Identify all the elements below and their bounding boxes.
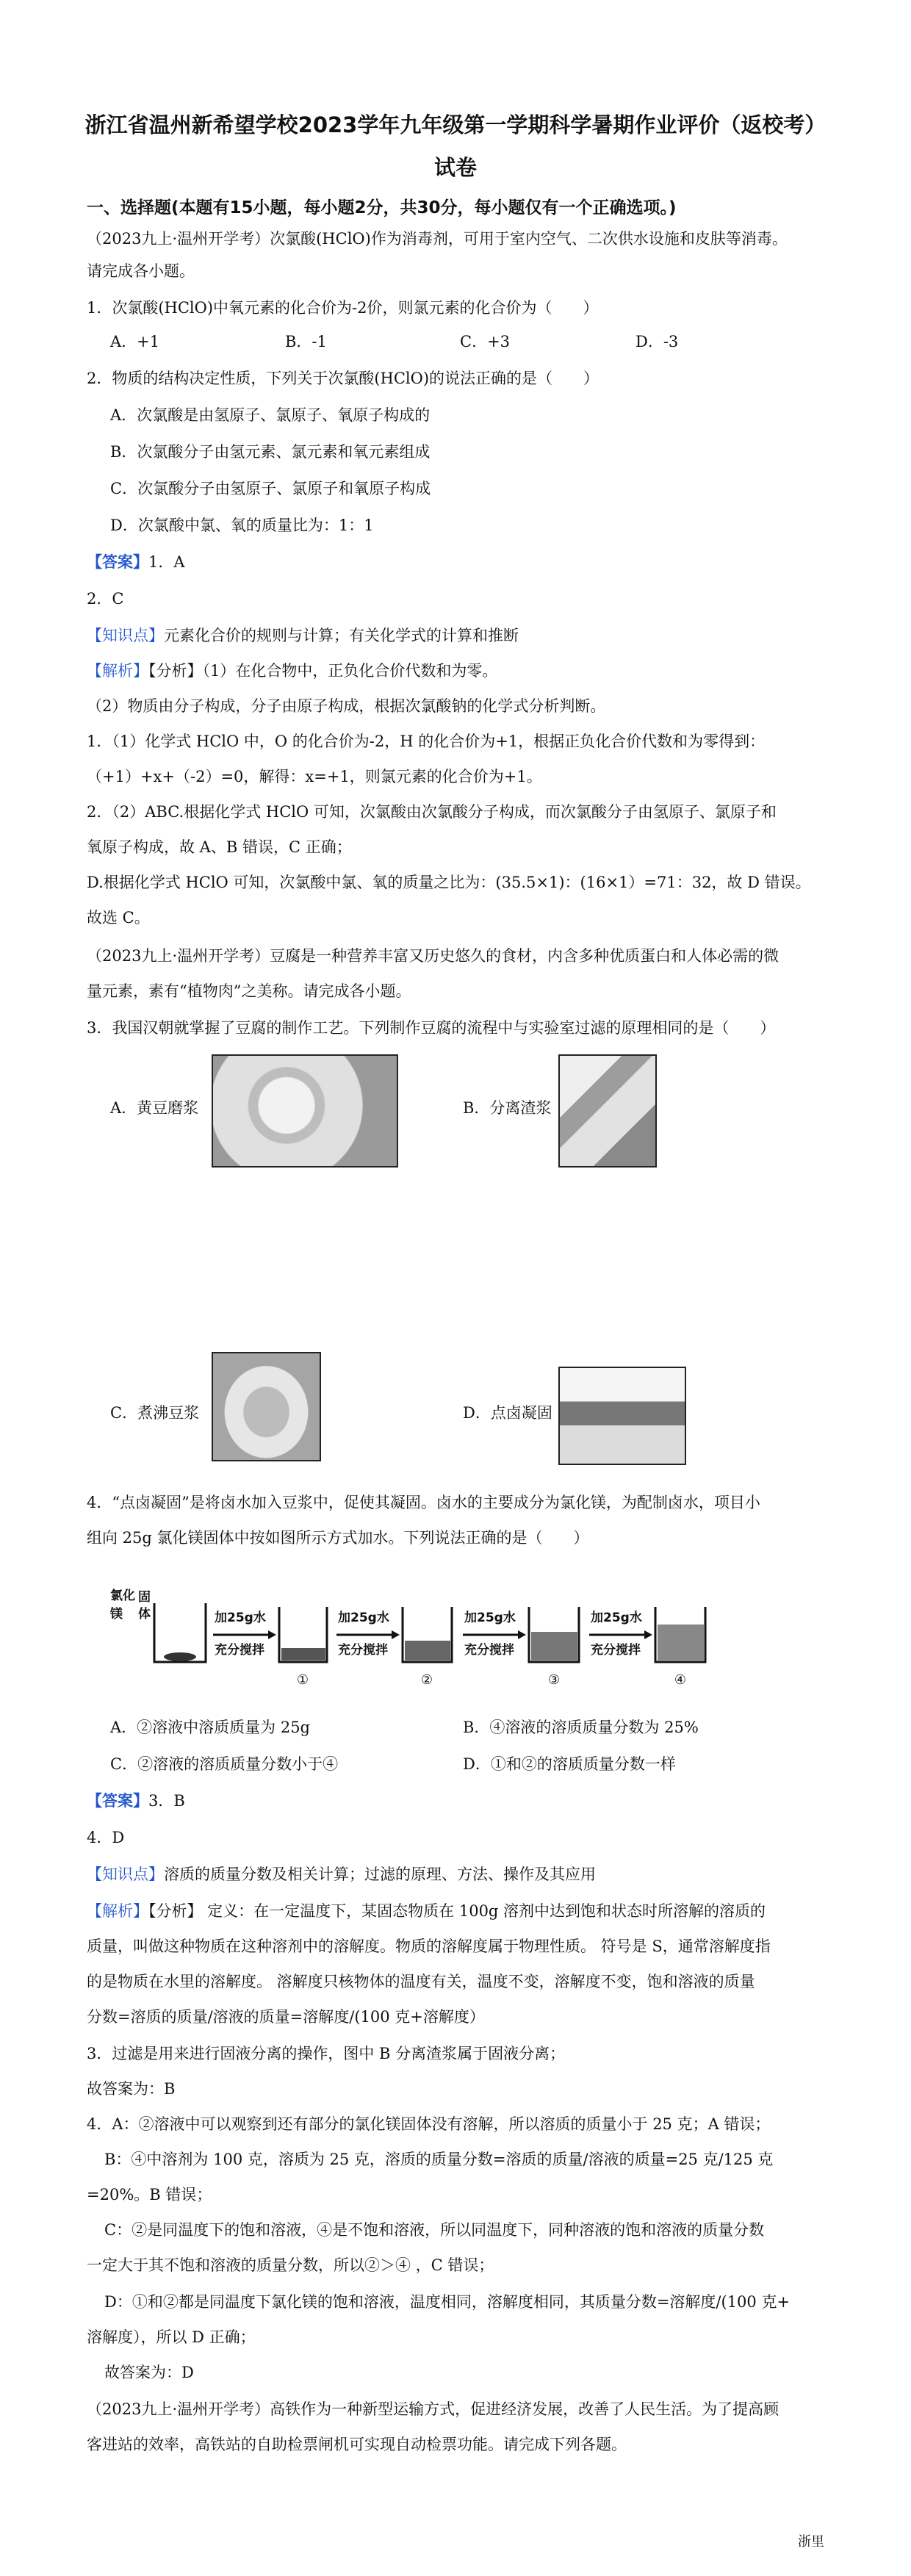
answer-tag: 【答案】 — [87, 1791, 148, 1810]
analysis-text: （+1）+x+（-2）=0，解得：x=+1，则氯元素的化合价为+1。 — [87, 768, 542, 785]
fig-label-1: 氯化 — [110, 1589, 135, 1603]
analysis-text: 4．A：②溶液中可以观察到还有部分的氯化镁固体没有溶解，所以溶质的质量小于 25 克；A 错误； — [87, 2115, 771, 2133]
q4-option-a: A．②溶液中溶质质量为 25g — [110, 1719, 311, 1736]
q2-option-a: A．次氯酸是由氢原子、氯原子、氧原子构成的 — [110, 406, 431, 424]
q1-option-c: C．+3 — [460, 333, 511, 350]
analysis-text: D.根据化学式 HClO 可知，次氯酸中氯、氧的质量之比为：(35.5×1)：(16×1）=71：32，故 D 错误。 — [87, 874, 811, 891]
answer-4: 4．D — [87, 1829, 125, 1846]
step-stir: 充分搅拌 — [338, 1643, 388, 1658]
q1-option-a: A．+1 — [110, 333, 160, 350]
analysis-text: 3．过滤是用来进行固液分离的操作，图中 B 分离渣浆属于固液分离； — [87, 2045, 566, 2062]
analysis-text: 【分析】（1）在化合物中，正负化合价代数和为零。 — [148, 662, 498, 680]
analysis-text: （2）物质由分子构成，分子由原子构成，根据次氯酸钠的化学式分析判断。 — [87, 697, 606, 715]
knowledge-tag: 【知识点】 — [87, 627, 164, 644]
group-intro-cont: 请完成各小题。 — [87, 262, 195, 280]
step-add-water: 加25g水 — [591, 1611, 642, 1625]
knowledge-point-line — [87, 1863, 596, 1885]
q2-option-c: C．次氯酸分子由氢原子、氯原子和氧原子构成 — [110, 480, 431, 497]
beaker-label-3: ③ — [547, 1672, 561, 1688]
analysis-text: =20%。B 错误； — [87, 2186, 212, 2203]
answer-2: 2．C — [87, 590, 124, 608]
coagulating-photo — [558, 1367, 686, 1465]
knowledge-tag: 【知识点】 — [87, 1866, 164, 1883]
document-title-line2: 试卷 — [433, 155, 477, 180]
dissolution-diagram — [103, 1577, 764, 1699]
step-stir: 充分搅拌 — [215, 1643, 264, 1658]
question-2-stem: 2．物质的结构决定性质，下列关于次氯酸(HClO)的说法正确的是（ ） — [87, 370, 599, 387]
answer-3: 3．B — [148, 1792, 185, 1810]
solution-4 — [658, 1625, 704, 1661]
q3-option-a: A．黄豆磨浆 — [110, 1099, 199, 1117]
solution-1 — [281, 1648, 325, 1661]
question-4-stem-cont: 组向 25g 氯化镁固体中按如图所示方式加水。下列说法正确的是（ ） — [87, 1529, 589, 1547]
answer-1: 1．A — [148, 553, 185, 571]
page-footer: 浙里 — [798, 2534, 824, 2550]
analysis-tag: 【解析】 — [87, 1902, 148, 1920]
solution-3 — [531, 1632, 577, 1661]
knowledge-text: 元素化合价的规则与计算；有关化学式的计算和推断 — [164, 627, 519, 644]
group-intro-cont: 量元素，素有“植物肉”之美称。请完成各小题。 — [87, 982, 411, 1000]
q3-option-c: C．煮沸豆浆 — [110, 1404, 200, 1422]
question-3-stem: 3．我国汉朝就掌握了豆腐的制作工艺。下列制作豆腐的流程中与实验室过滤的原理相同的是（ ） — [87, 1019, 776, 1037]
soybean-grinding-photo — [212, 1054, 398, 1168]
knowledge-point-line — [87, 625, 519, 647]
analysis-text: 分数=溶质的质量/溶液的质量=溶解度/(100 克+溶解度） — [87, 2008, 485, 2026]
solution-2 — [405, 1641, 450, 1661]
beaker-label-4: ④ — [674, 1672, 687, 1688]
q3-option-d: D．点卤凝固 — [463, 1404, 552, 1422]
fig-label-4: 体 — [138, 1607, 151, 1622]
analysis-text: C：②是同温度下的饱和溶液，④是不饱和溶液，所以同温度下，同种溶液的饱和溶液的质量分数 — [104, 2221, 765, 2239]
analysis-line — [87, 1900, 766, 1922]
step-stir: 充分搅拌 — [591, 1643, 641, 1658]
step-stir: 充分搅拌 — [464, 1643, 514, 1658]
fig-label-2: 镁 — [110, 1607, 123, 1622]
q1-option-d: D．-3 — [635, 333, 679, 350]
beaker-label-1: ① — [296, 1672, 309, 1688]
q1-option-b: B．-1 — [285, 333, 327, 350]
analysis-text: B：④中溶剂为 100 克，溶质为 25 克，溶质的质量分数=溶质的质量/溶液的质量=25 克/125 克 — [104, 2151, 774, 2168]
group-intro: （2023九上·温州开学考）豆腐是一种营养丰富又历史悠久的食材，内含多种优质蛋白和人体必需的微 — [87, 947, 779, 965]
analysis-text: D：①和②都是同温度下氯化镁的饱和溶液，温度相同，溶解度相同，其质量分数=溶解度/(100 克+ — [104, 2293, 791, 2311]
q3-option-b: B．分离渣浆 — [463, 1099, 552, 1117]
step-add-water: 加25g水 — [338, 1611, 389, 1625]
separating-residue-photo — [558, 1054, 657, 1168]
section-heading: 一、选择题(本题有15小题，每小题2分，共30分，每小题仅有一个正确选项。) — [87, 198, 677, 217]
q2-option-d: D．次氯酸中氯、氧的质量比为：1：1 — [110, 517, 374, 534]
q4-option-b: B．④溶液的溶质质量分数为 25% — [463, 1719, 699, 1736]
analysis-text: 质量，叫做这种物质在这种溶剂中的溶解度。物质的溶解度属于物理性质。 符号是 S，通常溶解度指 — [87, 1938, 771, 1955]
knowledge-text: 溶质的质量分数及相关计算；过滤的原理、方法、操作及其应用 — [164, 1866, 596, 1883]
analysis-text: 的是物质在水里的溶解度。 溶解度只核物体的温度有关，温度不变，溶解度不变，饱和溶液的质量 — [87, 1973, 755, 1990]
analysis-text: 氧原子构成，故 A、B 错误，C 正确； — [87, 838, 352, 856]
step-add-water: 加25g水 — [464, 1611, 516, 1625]
group-intro: （2023九上·温州开学考）次氯酸(HClO)作为消毒剂，可用于室内空气、二次供水设施和皮肤等消毒。 — [87, 230, 788, 248]
analysis-tag: 【解析】 — [87, 662, 148, 680]
answer-line — [87, 1790, 185, 1812]
analysis-text: 故选 C。 — [87, 909, 150, 927]
analysis-text: 【分析】 定义：在一定温度下，某固态物质在 100g 溶剂中达到饱和状态时所溶解的溶质的 — [148, 1902, 766, 1920]
analysis-text: 2．（2）ABC.根据化学式 HClO 可知，次氯酸由次氯酸分子构成，而次氯酸分子由氢原子、氯原子和 — [87, 803, 777, 821]
answer-tag: 【答案】 — [87, 553, 148, 571]
q4-option-c: C．②溶液的溶质质量分数小于④ — [110, 1755, 339, 1773]
boiling-soymilk-photo — [212, 1352, 321, 1461]
beaker-label-2: ② — [420, 1672, 433, 1688]
q4-option-d: D．①和②的溶质质量分数一样 — [463, 1755, 676, 1773]
question-1-stem: 1．次氯酸(HClO)中氧元素的化合价为-2价，则氯元素的化合价为（ ） — [87, 299, 599, 317]
answer-line — [87, 551, 185, 573]
fig-label-3: 固 — [138, 1590, 151, 1605]
solid-pile — [164, 1652, 196, 1661]
analysis-line — [87, 660, 497, 682]
analysis-text: 1．（1）化学式 HClO 中，O 的化合价为-2，H 的化合价为+1，根据正负化合价代数和为零得到： — [87, 733, 766, 750]
document-title: 浙江省温州新希望学校2023学年九年级第一学期科学暑期作业评价（返校考） — [84, 112, 827, 137]
group-intro: （2023九上·温州开学考）高铁作为一种新型运输方式，促进经济发展，改善了人民生活。为了提高顾 — [87, 2400, 779, 2418]
group-intro-cont: 客进站的效率，高铁站的自助检票闸机可实现自动检票功能。请完成下列各题。 — [87, 2436, 627, 2453]
analysis-text: 溶解度），所以 D 正确； — [87, 2328, 256, 2346]
analysis-text: 一定大于其不饱和溶液的质量分数，所以②＞④ ，C 错误； — [87, 2256, 494, 2274]
question-4-stem: 4．“点卤凝固”是将卤水加入豆浆中，促使其凝固。卤水的主要成分为氯化镁，为配制卤水，项目小 — [87, 1494, 760, 1511]
step-add-water: 加25g水 — [215, 1611, 266, 1625]
analysis-text: 故答案为：D — [104, 2364, 194, 2381]
analysis-text: 故答案为：B — [87, 2080, 176, 2098]
q2-option-b: B．次氯酸分子由氢元素、氯元素和氧元素组成 — [110, 443, 431, 461]
